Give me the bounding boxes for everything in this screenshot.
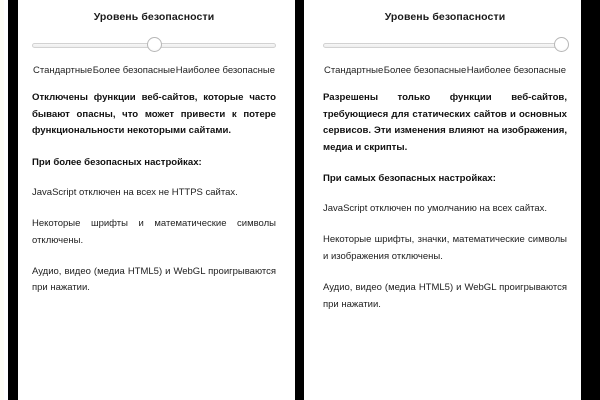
option-safer[interactable]: Более безопасные xyxy=(92,65,176,76)
center-divider-bar xyxy=(295,0,304,400)
detail-item: Аудио, видео (медиа HTML5) и WebGL проигрываются при нажатии. xyxy=(32,265,276,294)
page-title: Уровень безопасности xyxy=(384,11,506,23)
option-standard[interactable]: Стандартные xyxy=(33,65,93,76)
security-level-options xyxy=(32,65,276,76)
option-safest[interactable]: Наиболее безопасные xyxy=(466,65,566,76)
detail-item: Некоторые шрифты и математические символы отключены. xyxy=(32,217,276,246)
slider-track[interactable] xyxy=(323,43,567,48)
security-level-panel-safer xyxy=(18,0,290,400)
security-level-panel-safest xyxy=(309,0,581,400)
security-level-slider[interactable] xyxy=(323,36,567,58)
page-title: Уровень безопасности xyxy=(93,11,215,23)
slider-thumb[interactable] xyxy=(554,37,569,52)
level-description: Отключены функции веб-сайтов, которые часто бывают опасны, что может привести к потере функциональности некоторыми сайтами. xyxy=(32,92,276,136)
left-outer-gutter xyxy=(0,0,4,400)
right-bezel-bar xyxy=(581,0,600,400)
security-level-options xyxy=(323,65,567,76)
level-description: Разрешены только функции веб-сайтов, требующиеся для статических сайтов и основных сервисов. Эти изменения влияют на изображения, медиа и скрипты. xyxy=(323,92,567,153)
option-safer[interactable]: Более безопасные xyxy=(383,65,467,76)
details-subheading: При самых безопасных настройках: xyxy=(323,173,496,184)
left-bezel-bar xyxy=(8,0,18,400)
option-standard[interactable]: Стандартные xyxy=(324,65,384,76)
slider-thumb[interactable] xyxy=(147,37,162,52)
detail-item: Некоторые шрифты, значки, математические символы и изображения отключены. xyxy=(323,234,567,263)
detail-item: JavaScript отключен на всех не HTTPS сайтах. xyxy=(32,186,238,198)
option-safest[interactable]: Наиболее безопасные xyxy=(175,65,275,76)
detail-item: JavaScript отключен по умолчанию на всех сайтах. xyxy=(323,203,548,215)
detail-item: Аудио, видео (медиа HTML5) и WebGL проигрываются при нажатии. xyxy=(323,282,567,310)
security-level-slider[interactable] xyxy=(32,36,276,58)
details-subheading: При более безопасных настройках: xyxy=(32,156,202,168)
